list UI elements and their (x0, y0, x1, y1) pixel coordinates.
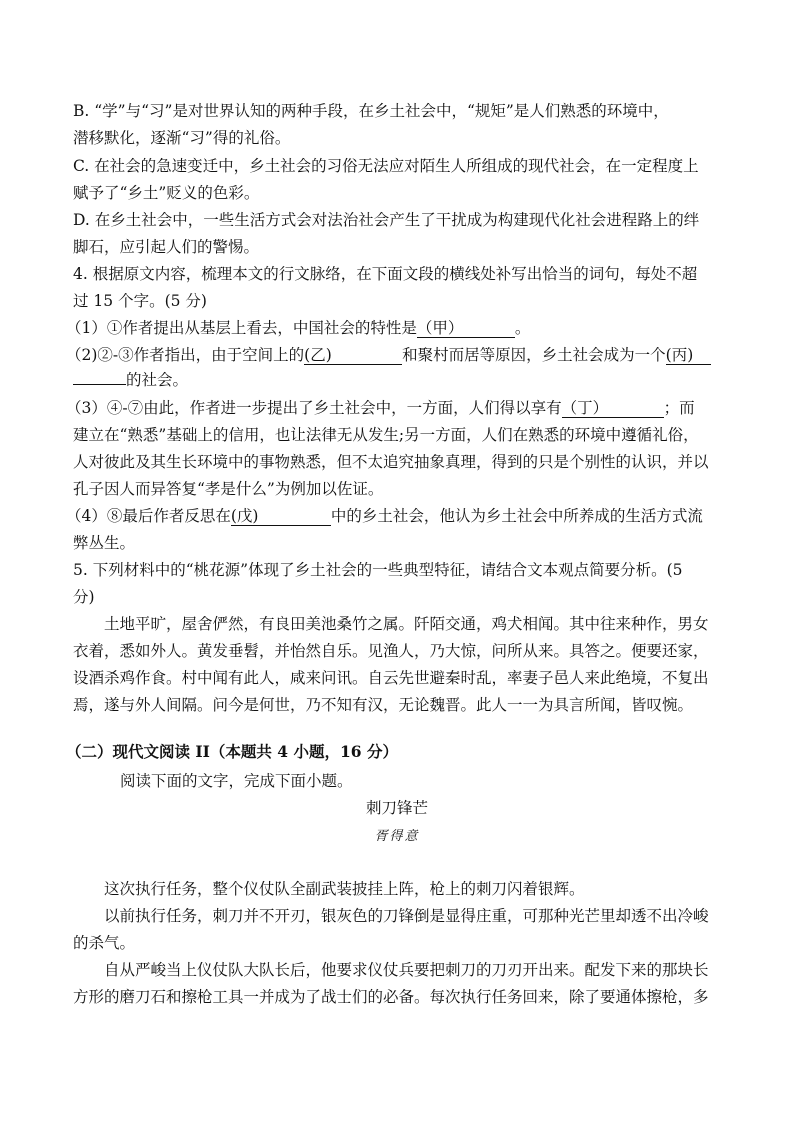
item-4-mid: 中的乡土社会，他认为乡土社会中所养成的生活方式流 (330, 507, 703, 525)
story-author: 胥得意 (374, 829, 420, 844)
material-line-3: 设酒杀鸡作食。村中闻有此人，咸来问讯。自云先世避秦时乱，率妻子邑人来此绝境，不复出 (73, 669, 709, 687)
question-4-item-2-line-2 (73, 369, 188, 391)
material-line-2: 衣着，悉如外人。黄发垂髫，并怡然自乐。见渔人，乃大惊，问所从来。具答之。便要还家， (73, 642, 709, 660)
option-b-line-2: 潜移默化，逐渐“习”得的礼俗。 (73, 129, 291, 147)
story-paragraph-2-line-1: 以前执行任务，刺刀并不开刃，银灰色的刀锋倒是显得庄重，可那种光芒里却透不出冷峻 (104, 907, 709, 925)
story-paragraph-2-line-2: 的杀气。 (73, 934, 136, 952)
blank-yi: (乙) (304, 346, 402, 365)
question-4-item-3-line-4: 孔子因人而异答复“孝是什么”为例加以佐证。 (73, 480, 384, 498)
item-3-text: （3）④-⑦由此，作者进一步提出了乡土社会中，一方面，人们得以享有 (66, 399, 562, 417)
item-4-text: （4）⑧最后作者反思在 (66, 507, 231, 525)
item-2-end: 的社会。 (126, 371, 189, 389)
question-4-item-3-line-3: 人对彼此及其生长环境中的事物熟悉，但不太追究抽象真理，得到的只是个别性的认识，并以 (73, 453, 709, 471)
option-c-line-2: 赋予了“乡土”贬义的色彩。 (73, 184, 260, 202)
story-paragraph-1: 这次执行任务，整个仪仗队全副武装披挂上阵，枪上的刺刀闪着银辉。 (104, 880, 585, 898)
question-4-line-1: 4. 根据原文内容，梳理本文的行文脉络，在下面文段的横线处补写出恰当的词句，每处不超 (73, 265, 698, 283)
blank-bing-continued (73, 384, 126, 385)
question-4-item-4 (66, 505, 703, 527)
question-5-line-1: 5. 下列材料中的“桃花源”体现了乡土社会的一些典型特征，请结合文本观点简要分析。(5 (73, 561, 683, 579)
material-line-4: 焉，遂与外人间隔。问今是何世，乃不知有汉，无论魏晋。此人一一为具言所闻，皆叹惋。 (73, 696, 694, 714)
item-2-mid: 和聚村而居等原因，乡土社会成为一个 (402, 346, 666, 364)
item-2-text: （2)②-③作者指出，由于空间上的 (66, 346, 305, 364)
blank-jia: （甲） (417, 319, 515, 338)
option-c-line-1: C. 在社会的急速变迁中，乡土社会的习俗无法应对陌生人所组成的现代社会，在一定程度上 (73, 157, 699, 175)
reading-instruction: 阅读下面的文字，完成下面小题。 (120, 772, 353, 790)
question-4-item-3 (66, 397, 695, 419)
blank-bing: (丙) (666, 346, 711, 365)
option-b-line-1: B. “学”与“习”是对世界认知的两种手段，在乡土社会中，“规矩”是人们熟悉的环境中， (73, 102, 669, 120)
story-paragraph-3-line-2: 方形的磨刀石和擦枪工具一并成为了战士们的必备。每次执行任务回来，除了要通体擦枪，多 (73, 988, 709, 1006)
material-line-1: 土地平旷，屋舍俨然，有良田美池桑竹之属。阡陌交通，鸡犬相闻。其中往来种作，男女 (104, 615, 709, 633)
question-4-item-2 (66, 344, 711, 366)
blank-wu: (戊) (231, 507, 331, 526)
question-5-line-2: 分) (73, 588, 95, 606)
question-4-item-4-line-2: 弊丛生。 (73, 534, 136, 552)
section-heading: （二）现代文阅读 II（本题共 4 小题，16 分） (66, 742, 398, 761)
option-d-line-2: 脚石，应引起人们的警惕。 (73, 238, 260, 256)
option-d-line-1: D. 在乡土社会中，一些生活方式会对法治社会产生了干扰成为构建现代化社会进程路上的绊 (73, 211, 700, 229)
question-4-item-3-line-2: 建立在“熟悉”基础上的信用，也让法律无从发生;另一方面，人们在熟悉的环境中遵循礼俗， (73, 426, 699, 444)
story-title: 刺刀锋芒 (365, 799, 428, 817)
story-paragraph-3-line-1: 自从严峻当上仪仗队大队长后，他要求仪仗兵要把刺刀的刀刃开出来。配发下来的那块长 (104, 961, 709, 979)
question-4-item-1 (66, 317, 530, 339)
item-1-end: 。 (514, 319, 531, 337)
item-1-text: （1）①作者提出从基层上看去，中国社会的特性是 (66, 319, 417, 337)
blank-ding: （丁） (562, 399, 664, 418)
question-4-line-2: 过 15 个字。(5 分) (73, 292, 207, 310)
item-3-mid: ；而 (663, 399, 695, 417)
